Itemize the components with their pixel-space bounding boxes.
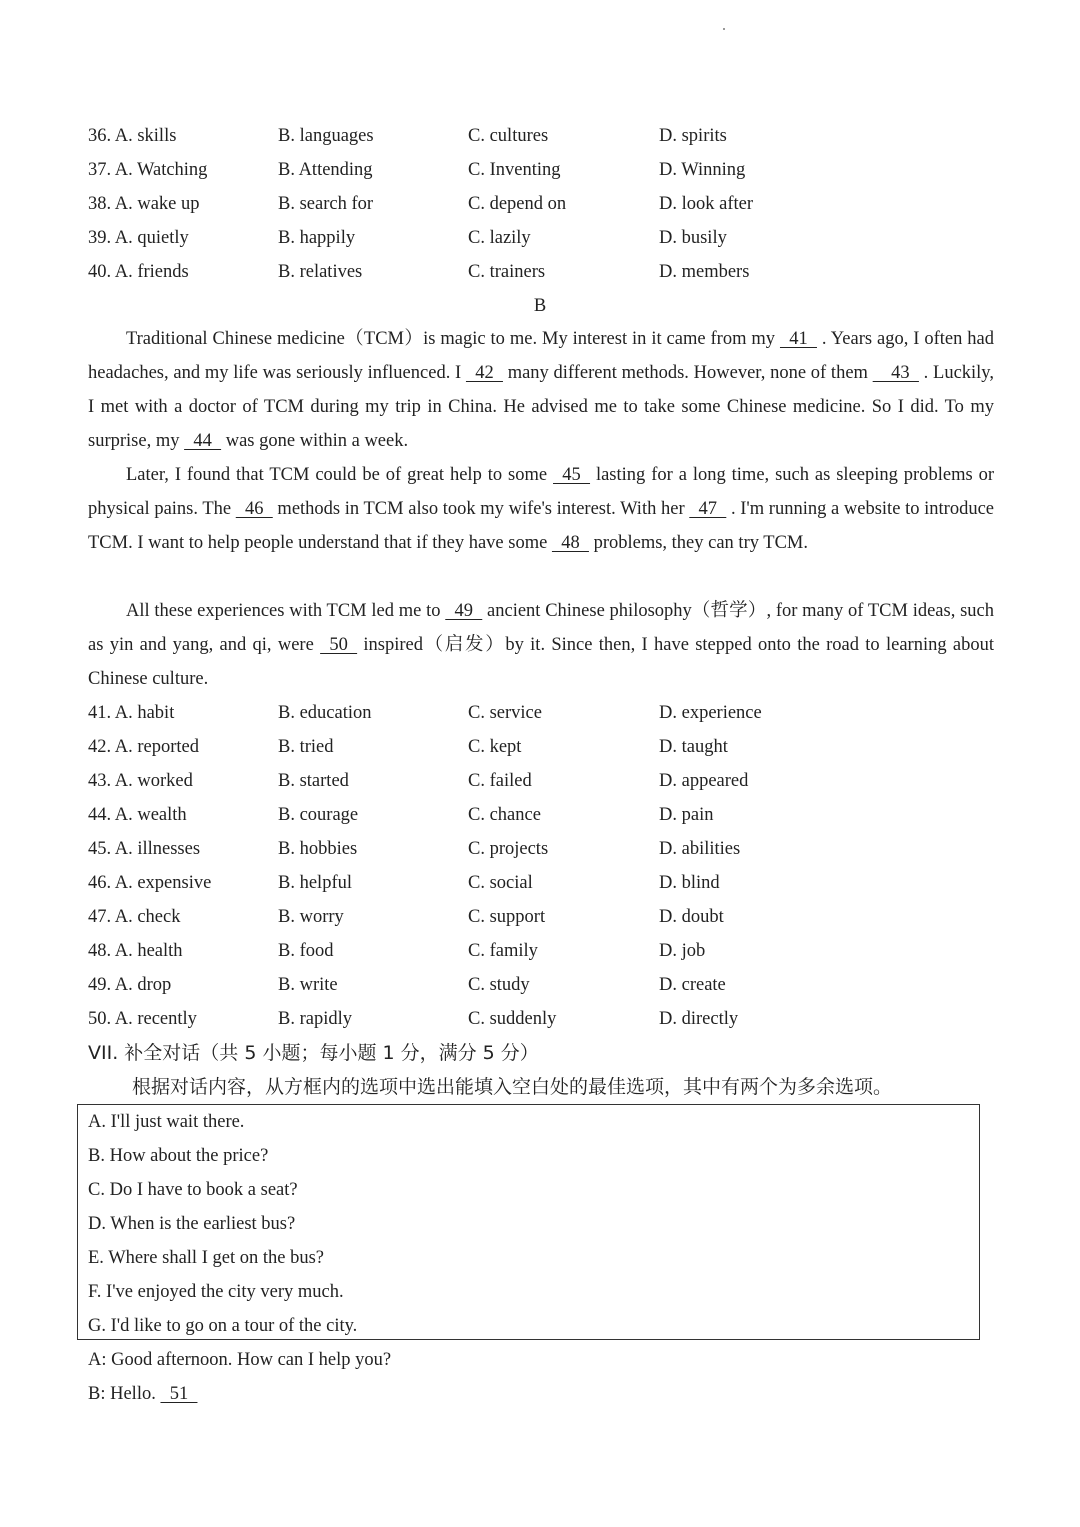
scan-speck [723, 28, 725, 30]
option-c: C. projects [468, 839, 549, 859]
blank-41: 41 [779, 329, 817, 349]
option-a: 38. A. wake up [88, 194, 200, 214]
option-d: D. job [659, 941, 706, 961]
blank-46: 46 [235, 499, 273, 519]
option-b: B. write [278, 975, 338, 995]
option-d: D. appeared [659, 771, 749, 791]
option-d: D. spirits [659, 126, 727, 146]
blank-47: 47 [689, 499, 727, 519]
option-d: D. directly [659, 1009, 739, 1029]
option-b: B. started [278, 771, 349, 791]
box-option-b: B. How about the price? [88, 1146, 269, 1166]
option-b: B. courage [278, 805, 359, 825]
option-d: D. doubt [659, 907, 724, 927]
option-b: B. worry [278, 907, 344, 927]
option-b: B. hobbies [278, 839, 358, 859]
option-a: 45. A. illnesses [88, 839, 201, 859]
section-7-instruction: 根据对话内容，从方框内的选项中选出能填入空白处的最佳选项，其中有两个为多余选项。 [132, 1076, 893, 1098]
blank-50: 50 [320, 635, 358, 655]
option-c: C. family [468, 941, 538, 961]
option-b: B. languages [278, 126, 374, 146]
box-option-d: D. When is the earliest bus? [88, 1214, 296, 1234]
option-a: 46. A. expensive [88, 873, 212, 893]
blank-49: 49 [445, 601, 483, 621]
option-b: B. relatives [278, 262, 363, 282]
option-d: D. busily [659, 228, 727, 248]
option-d: D. Winning [659, 160, 746, 180]
option-a: 39. A. quietly [88, 228, 189, 248]
passage-paragraph-3: All these experiences with TCM led me to 49 ancient Chinese philosophy（哲学）, for many of TCM ideas, such as yin and yang, and qi, were 50 inspired（启发）by it. Since then, I have stepped onto the road to learning about Chinese culture. [88, 594, 994, 696]
dialogue-line-2: B: Hello. 51 [88, 1380, 197, 1408]
option-a: 42. A. reported [88, 737, 199, 757]
options-box [77, 1104, 980, 1340]
option-c: C. social [468, 873, 533, 893]
option-a: 47. A. check [88, 907, 181, 927]
blank-51: 51 [160, 1384, 198, 1404]
option-d: D. abilities [659, 839, 741, 859]
option-d: D. experience [659, 703, 762, 723]
option-c: C. failed [468, 771, 532, 791]
option-c: C. kept [468, 737, 522, 757]
box-option-f: F. I've enjoyed the city very much. [88, 1282, 344, 1302]
option-d: D. members [659, 262, 750, 282]
option-a: 50. A. recently [88, 1009, 197, 1029]
option-a: 49. A. drop [88, 975, 172, 995]
option-c: C. suddenly [468, 1009, 557, 1029]
blank-44: 44 [184, 431, 222, 451]
blank-42: 42 [465, 363, 503, 383]
section-7-title: VII. 补全对话（共 5 小题；每小题 1 分，满分 5 分） [88, 1042, 539, 1064]
option-b: B. helpful [278, 873, 352, 893]
option-a: 36. A. skills [88, 126, 177, 146]
option-a: 43. A. worked [88, 771, 193, 791]
option-c: C. study [468, 975, 530, 995]
option-a: 41. A. habit [88, 703, 175, 723]
option-c: C. depend on [468, 194, 567, 214]
option-d: D. pain [659, 805, 714, 825]
dialogue-line-1: A: Good afternoon. How can I help you? [88, 1350, 392, 1370]
option-c: C. chance [468, 805, 541, 825]
option-b: B. food [278, 941, 334, 961]
option-d: D. create [659, 975, 726, 995]
option-b: B. happily [278, 228, 356, 248]
option-b: B. tried [278, 737, 334, 757]
option-b: B. search for [278, 194, 374, 214]
box-option-g: G. I'd like to go on a tour of the city. [88, 1316, 358, 1336]
option-b: B. Attending [278, 160, 373, 180]
option-b: B. rapidly [278, 1009, 352, 1029]
box-option-a: A. I'll just wait there. [88, 1112, 245, 1132]
option-a: 44. A. wealth [88, 805, 187, 825]
option-c: C. trainers [468, 262, 546, 282]
blank-48: 48 [551, 533, 589, 553]
option-d: D. look after [659, 194, 754, 214]
option-c: C. Inventing [468, 160, 561, 180]
passage-paragraph-1: Traditional Chinese medicine（TCM）is magic to me. My interest in it came from my 41 . Years ago, I often had headaches, and my life was seriously influenced. I 42 many different methods. However, none of them 43 . Luckily, I met with a doctor of TCM during my trip in China. He advised me to take some Chinese medicine. So I did. To my surprise, my 44 was gone within a week. [88, 322, 994, 458]
blank-43: 43 [872, 363, 919, 383]
passage-paragraph-2: Later, I found that TCM could be of great help to some 45 lasting for a long time, such as sleeping problems or physical pains. The 46 methods in TCM also took my wife's interest. With her 47 . I'm running a website to introduce TCM. I want to help people understand that if they have some 48 problems, they can try TCM. [88, 458, 994, 560]
option-a: 37. A. Watching [88, 160, 208, 180]
option-c: C. support [468, 907, 546, 927]
option-c: C. cultures [468, 126, 549, 146]
option-c: C. lazily [468, 228, 531, 248]
box-option-e: E. Where shall I get on the bus? [88, 1248, 324, 1268]
blank-45: 45 [553, 465, 591, 485]
option-a: 48. A. health [88, 941, 183, 961]
option-c: C. service [468, 703, 542, 723]
option-d: D. taught [659, 737, 728, 757]
option-d: D. blind [659, 873, 720, 893]
box-option-c: C. Do I have to book a seat? [88, 1180, 298, 1200]
section-b-heading: B [533, 296, 547, 316]
option-b: B. education [278, 703, 372, 723]
option-a: 40. A. friends [88, 262, 189, 282]
